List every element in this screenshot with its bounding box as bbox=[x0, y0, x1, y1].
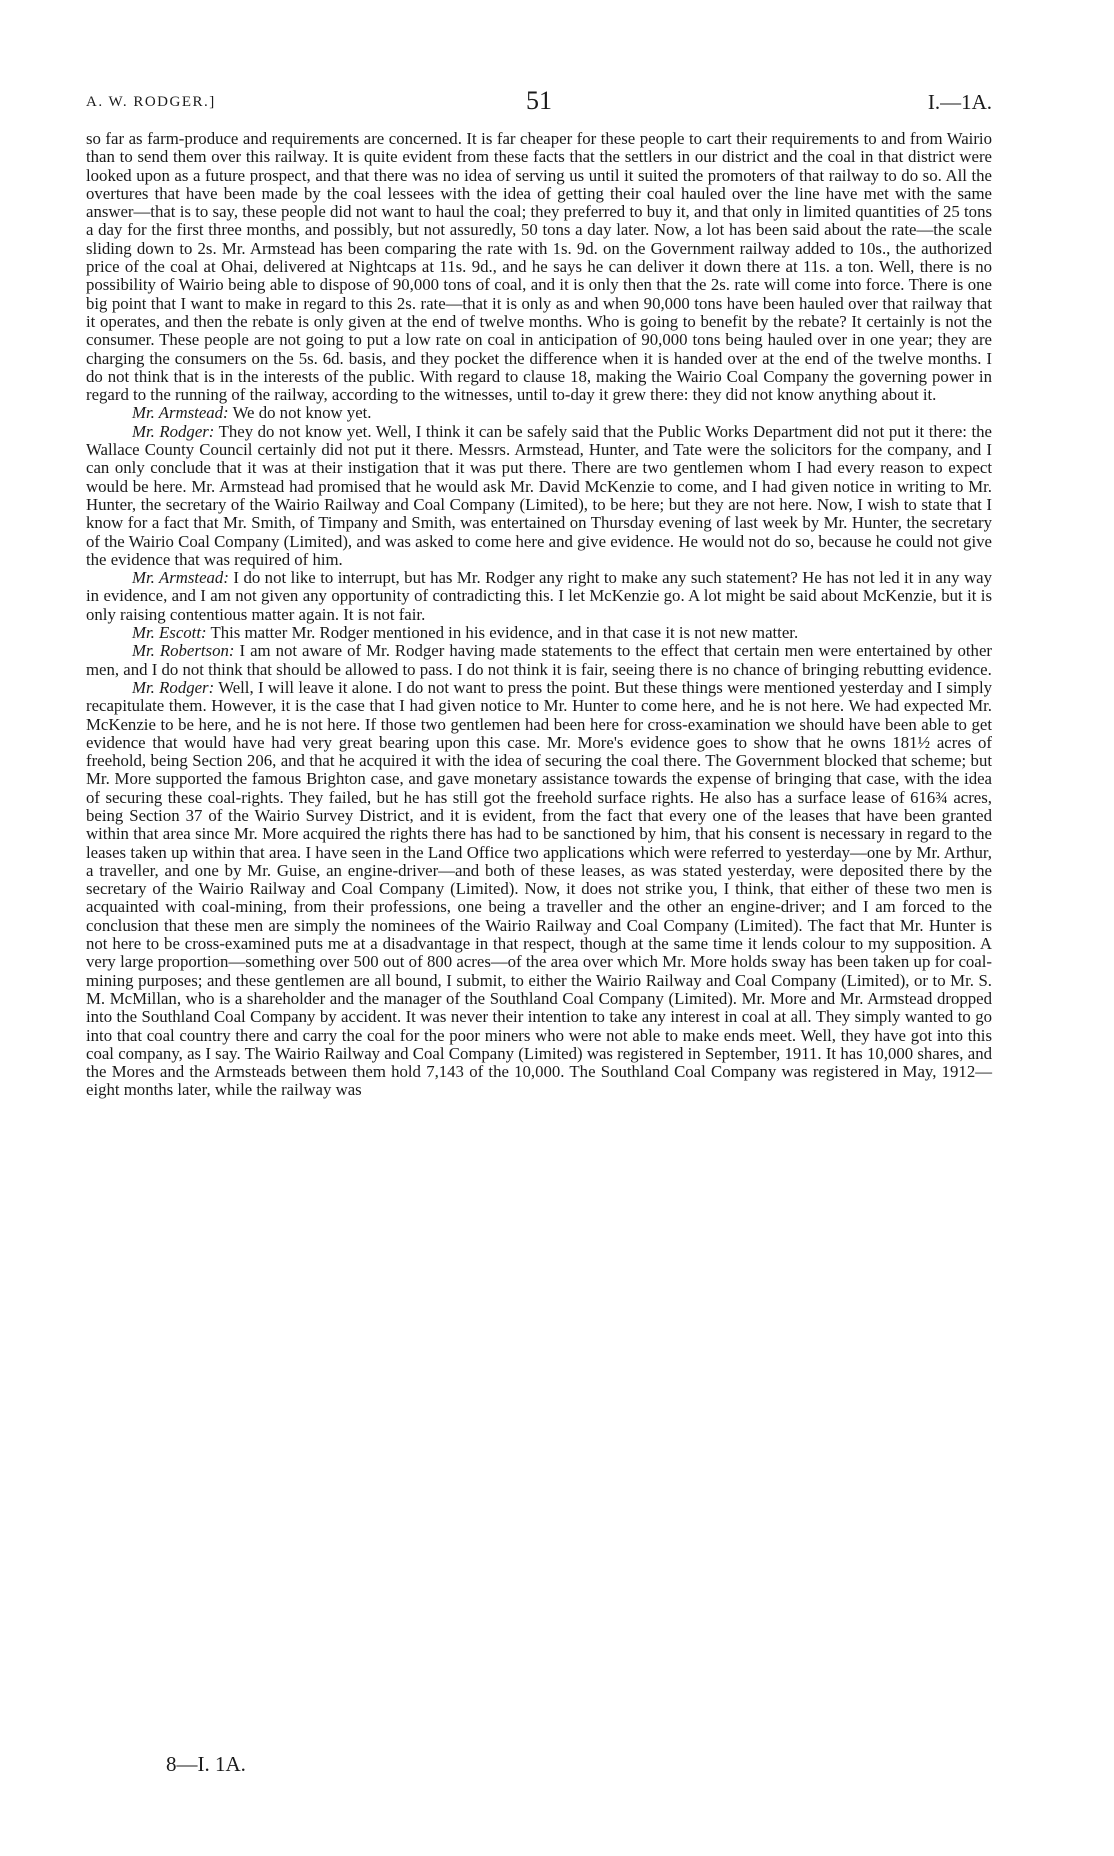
signature-mark: 8—I. 1A. bbox=[166, 1752, 246, 1776]
witness-name-header: A. W. RODGER.] bbox=[86, 94, 216, 110]
paragraph bbox=[86, 624, 992, 642]
paragraph-text: so far as farm-produce and requirements are concerned. It is far cheaper for these people to cart their requirements to and from Wairio than to send them over this railway. It is quite evident from these facts that the settlers in our district and the coal in that district were looked upon as a future prospect, and that there was no idea of serving us until it suited the promoters of that railway to do so. All the overtures that have been made by the coal lessees with the idea of getting their coal hauled over the line have met with the same answer—that is to say, these people did not want to haul the coal; they preferred to buy it, and that only in limited quantities of 25 tons a day for the first three months, and possibly, but not assuredly, 50 tons a day later. Now, a lot has been said about the rate—the scale sliding down to 2s. Mr. Armstead has been comparing the rate with 1s. 9d. on the Government railway added to 10s., the authorized price of the coal at Ohai, delivered at Nightcaps at 11s. 9d., and he says he can deliver it down there at 11s. a ton. Well, there is no possibility of Wairio being able to dispose of 90,000 tons of coal, and it is only then that the 2s. rate will come into force. There is one big point that I want to make in regard to this 2s. rate—that it is only as and when 90,000 tons have been hauled over that railway that it operates, and then the rebate is only given at the end of twelve months. Who is going to benefit by the rebate? It certainly is not the consumer. These people are not going to put a low rate on coal in anticipation of 90,000 tons being hauled over in one year; they are charging the consumers on the 5s. 6d. basis, and they pocket the difference when it is handed over at the end of the twelve months. I do not think that is in the interests of the public. With regard to clause 18, making the Wairio Coal Company the governing power in regard to the running of the railway, according to the witnesses, until to-day it grew there: they did not know anything about it. bbox=[86, 129, 992, 405]
paragraph bbox=[86, 679, 992, 1100]
speaker-label: Mr. Armstead: bbox=[132, 568, 229, 588]
page-number: 51 bbox=[526, 86, 552, 115]
paragraph bbox=[86, 404, 992, 422]
paragraph-text: This matter Mr. Rodger mentioned in his evidence, and in that case it is not new matter. bbox=[210, 623, 799, 643]
paragraph bbox=[86, 569, 992, 624]
page-header bbox=[86, 86, 992, 120]
speaker-label: Mr. Robertson: bbox=[132, 641, 235, 661]
paragraph-text: We do not know yet. bbox=[232, 403, 372, 423]
paragraph-text: I do not like to interrupt, but has Mr. Rodger any right to make any such statement? He has not led it in any way in evidence, and I am not given any opportunity of contradicting this. I let McKenzie go. A lot might be said about McKenzie, but it is only raising contentious matter again. It is not fair. bbox=[86, 568, 992, 624]
speaker-label: Mr. Rodger: bbox=[132, 677, 215, 697]
paragraph-text: Well, I will leave it alone. I do not want to press the point. But these things were mentioned yesterday and I simply recapitulate them. However, it is the case that I had given notice to Mr. Hunter to come here, and he is not here. We had expected Mr. McKenzie to be here, and he is not here. If those two gentlemen had been here for cross-examination we should have been able to get evidence that would have had very great bearing upon this case. Mr. More's evidence goes to show that he owns 181½ acres of freehold, being Section 206, and that he acquired it with the idea of securing the coal there. The Government blocked that scheme; but Mr. More supported the famous Brighton case, and gave monetary assistance towards the expense of bringing that case, with the idea of securing these coal-rights. They failed, but he has still got the freehold surface rights. He also has a surface lease of 616¾ acres, being Section 37 of the Wairio Survey District, and it is evident, from the fact that every one of the leases that have been granted within that area since Mr. More acquired the rights there has had to be sanctioned by him, that his consent is necessary in regard to the leases taken up within that area. I have seen in the Land Office two applications which were referred to yesterday—one by Mr. Arthur, a traveller, and one by Mr. Guise, an engine-driver—and both of these leases, as was stated yesterday, were deposited there by the secretary of the Wairio Railway and Coal Company (Limited). Now, it does not strike you, I think, that either of these two men is acquainted with coal-mining, from their professions, one being a traveller and the other an engine-driver; and I am forced to the conclusion that these men are simply the nominees of the Wairio Railway and Coal Company (Limited). The fact that Mr. Hunter is not here to be cross-examined puts me at a disadvantage in that respect, though at the same time it lends colour to my supposition. A very large proportion—something over 500 out of 800 acres—of the area over which Mr. More holds sway has been taken up for coal-mining purposes; and these gentlemen are all bound, I submit, to either the Wairio Railway and Coal Company (Limited), or to Mr. S. M. McMillan, who is a shareholder and the manager of the Southland Coal Company (Limited). Mr. More and Mr. Armstead dropped into the Southland Coal Company by accident. It was never their intention to take any interest in coal at all. They simply wanted to go into that coal country there and carry the coal for the poor miners who were not able to make ends meet. Well, they have got into this coal company, as I say. The Wairio Railway and Coal Company (Limited) was registered in September, 1911. It has 10,000 shares, and the Mores and the Armsteads between them hold 7,143 of the 10,000. The Southland Coal Company was registered in May, 1912—eight months later, while the railway was bbox=[86, 677, 992, 1100]
speaker-label: Mr. Escott: bbox=[132, 623, 207, 643]
paragraph bbox=[86, 642, 992, 679]
paragraph bbox=[86, 423, 992, 569]
speaker-label: Mr. Rodger: bbox=[132, 421, 215, 441]
paragraph-text: I am not aware of Mr. Rodger having made statements to the effect that certain men were entertained by other men, and I do not think that should be allowed to pass. I do not think it is fair, seeing there is no chance of bringing rebutting evidence. bbox=[86, 641, 992, 679]
evidence-body bbox=[86, 130, 992, 1100]
paragraph-text: They do not know yet. Well, I think it can be safely said that the Public Works Department did not put it there: the Wallace County Council certainly did not put it there. Messrs. Armstead, Hunter, and Tate were the solicitors for the company, and I can only conclude that it was at their instigation that it was put there. There are two gentlemen whom I had every reason to expect would be here. Mr. Armstead had promised that he would ask Mr. David McKenzie to come, and I had given notice in writing to Mr. Hunter, the secretary of the Wairio Railway and Coal Company (Limited), to be here; but they are not here. Now, I wish to state that I know for a fact that Mr. Smith, of Timpany and Smith, was entertained on Thursday evening of last week by Mr. Hunter, the secretary of the Wairio Coal Company (Limited), and was asked to come here and give evidence. He would not do so, because he could not give the evidence that was required of him. bbox=[86, 421, 992, 569]
paper-reference: I.—1A. bbox=[927, 90, 992, 114]
paragraph bbox=[86, 130, 992, 404]
speaker-label: Mr. Armstead: bbox=[132, 403, 229, 423]
